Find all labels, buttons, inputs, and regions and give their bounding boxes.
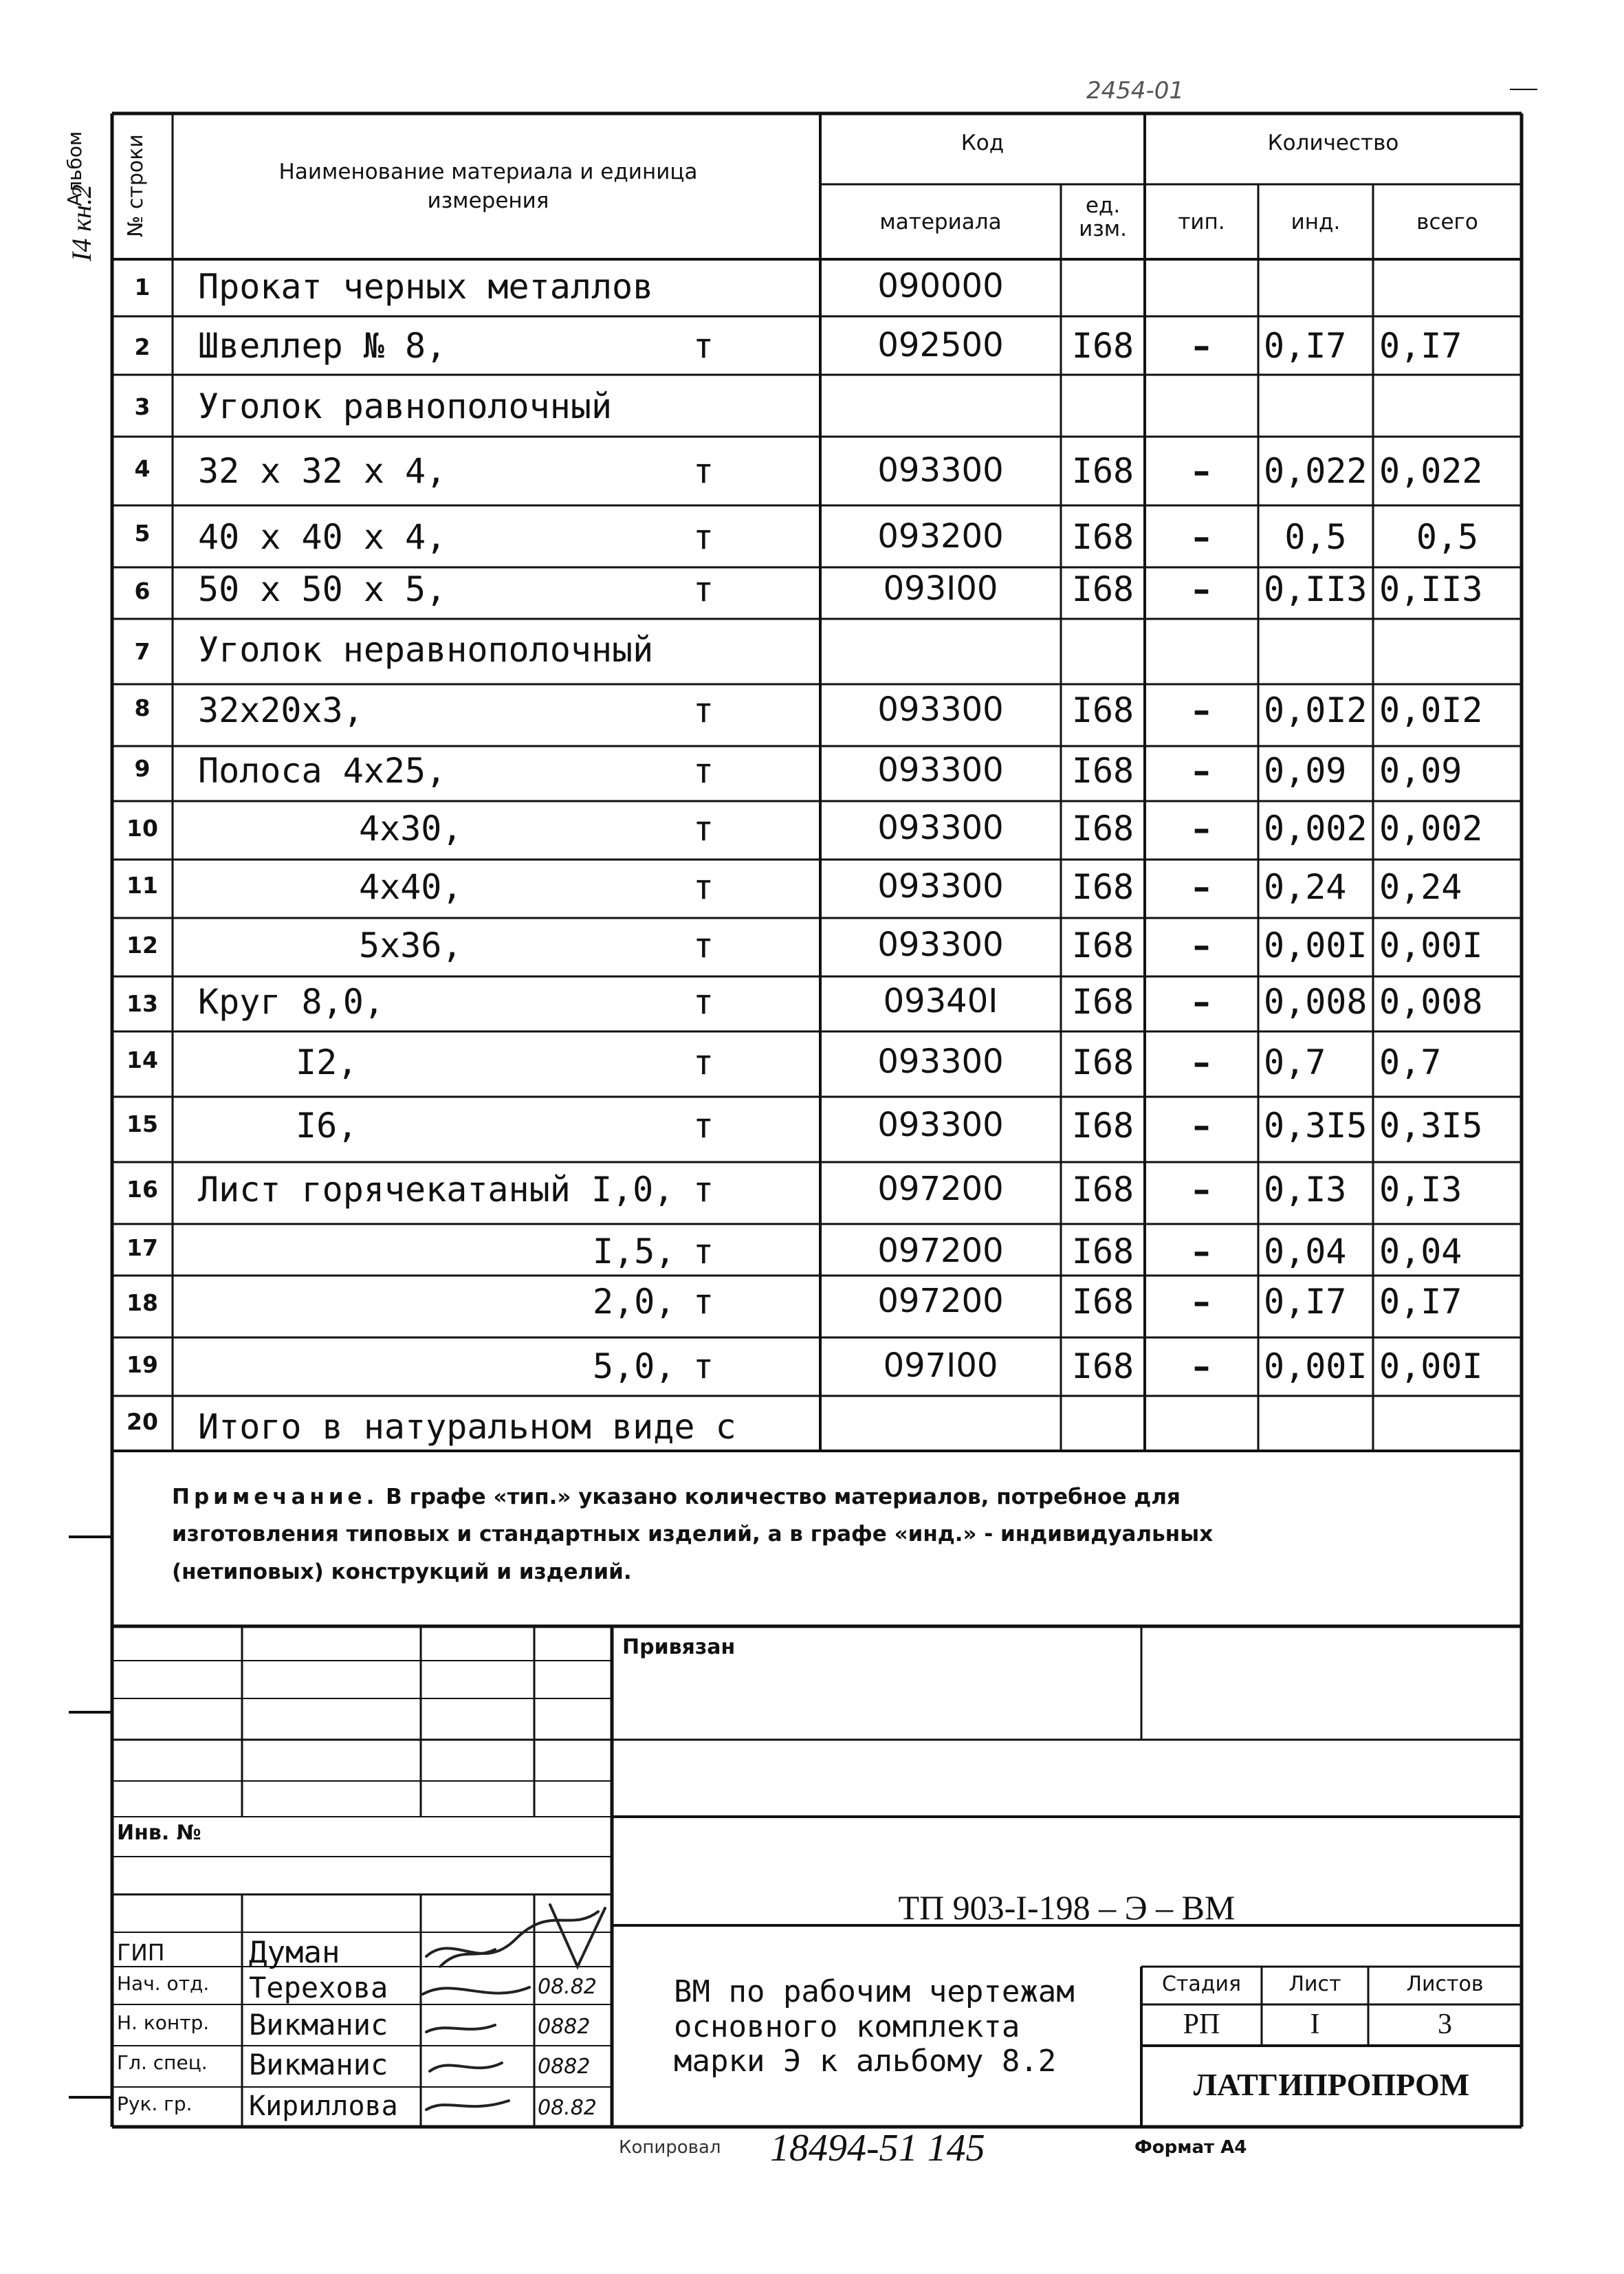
unit-code: I68 bbox=[1071, 926, 1134, 965]
unit-code: I68 bbox=[1071, 1346, 1134, 1386]
sheets-label: Листов bbox=[1406, 1972, 1484, 1996]
header-name: Наименование материала и единица измерения bbox=[278, 160, 698, 213]
header-code-material: материала bbox=[879, 210, 1002, 234]
stage-value: РП bbox=[1183, 2009, 1220, 2040]
qty-typ: – bbox=[1193, 569, 1210, 609]
material-code: 097200 bbox=[877, 1282, 1004, 1320]
row-number: 9 bbox=[134, 755, 151, 782]
row-number: 20 bbox=[127, 1408, 158, 1435]
row-number: 1 bbox=[134, 274, 151, 300]
material-unit: т bbox=[693, 326, 714, 366]
qty-ind: 0,008 bbox=[1264, 982, 1368, 1022]
unit-code: I68 bbox=[1071, 1042, 1134, 1082]
row-number: 7 bbox=[134, 638, 151, 665]
qty-total: 0,002 bbox=[1379, 809, 1483, 849]
qty-typ: – bbox=[1193, 867, 1210, 907]
material-unit: т bbox=[693, 867, 714, 907]
title-line: основного комплекта bbox=[674, 2009, 1020, 2044]
material-code: 093300 bbox=[877, 926, 1004, 964]
material-name: Итого в натуральном виде с bbox=[198, 1407, 736, 1447]
note-line bbox=[172, 1478, 1478, 1516]
qty-total: 0,0I2 bbox=[1379, 690, 1483, 730]
material-code: 093300 bbox=[877, 690, 1004, 729]
format-label: Формат А4 bbox=[1134, 2137, 1247, 2158]
material-code: 093300 bbox=[877, 809, 1004, 847]
row-number: 4 bbox=[134, 455, 151, 482]
sign-date: 08.82 bbox=[538, 2096, 597, 2120]
note-line: (нетиповых) конструкций и изделий. bbox=[172, 1559, 632, 1584]
signature-stroke bbox=[430, 2063, 502, 2071]
document-code: ТП 903-I-198 – Э – ВМ bbox=[898, 1888, 1236, 1927]
material-name: Уголок равнополочный bbox=[198, 386, 613, 426]
material-name: 5,0, bbox=[593, 1346, 676, 1386]
material-code: 093300 bbox=[877, 1106, 1004, 1144]
qty-typ: – bbox=[1193, 982, 1210, 1022]
album-number: I4 кн.2 bbox=[66, 184, 97, 261]
material-name: I2, bbox=[296, 1042, 358, 1082]
person-name: Кириллова bbox=[249, 2090, 398, 2122]
qty-typ: – bbox=[1193, 1170, 1210, 1210]
material-code: 090000 bbox=[877, 267, 1004, 305]
material-unit: т bbox=[693, 1106, 714, 1146]
row-number: 18 bbox=[127, 1289, 158, 1316]
qty-typ: – bbox=[1193, 326, 1210, 366]
unit-code: I68 bbox=[1071, 569, 1134, 609]
unit-code: I68 bbox=[1071, 326, 1134, 366]
material-unit: т bbox=[693, 1042, 714, 1082]
qty-typ: – bbox=[1193, 451, 1210, 491]
row-number: 14 bbox=[127, 1047, 158, 1073]
sheet-value: I bbox=[1310, 2009, 1320, 2040]
qty-total: 0,04 bbox=[1379, 1232, 1462, 1271]
qty-total: 0,008 bbox=[1379, 982, 1483, 1022]
qty-total: 0,II3 bbox=[1379, 569, 1483, 609]
material-unit: т bbox=[693, 451, 714, 491]
material-unit: т bbox=[693, 809, 714, 849]
material-code: 093I00 bbox=[883, 569, 998, 608]
material-name: Швеллер № 8, bbox=[198, 326, 447, 366]
material-name: Прокат черных металлов bbox=[198, 267, 654, 307]
material-unit: т bbox=[693, 517, 714, 557]
role-label: Рук. гр. bbox=[117, 2092, 193, 2115]
unit-code: I68 bbox=[1071, 1170, 1134, 1210]
row-number: 5 bbox=[134, 520, 151, 547]
note-line: изготовления типовых и стандартных изделий, а в графе «инд.» - индивидуальных bbox=[172, 1522, 1214, 1547]
qty-ind: 0,II3 bbox=[1264, 569, 1368, 609]
qty-ind: 0,I7 bbox=[1264, 326, 1347, 366]
qty-ind: 0,04 bbox=[1264, 1232, 1347, 1271]
qty-total: 0,09 bbox=[1379, 751, 1462, 791]
material-name: Полоса 4x25, bbox=[198, 751, 447, 791]
qty-ind: 0,5 bbox=[1284, 517, 1347, 557]
material-name: Уголок неравнополочный bbox=[198, 630, 654, 670]
row-number: 17 bbox=[127, 1234, 158, 1261]
unit-code: I68 bbox=[1071, 517, 1134, 557]
material-unit: т bbox=[693, 926, 714, 965]
row-number: 3 bbox=[134, 393, 151, 420]
qty-total: 0,I7 bbox=[1379, 1282, 1462, 1322]
row-number: 16 bbox=[127, 1176, 158, 1203]
material-name: 40 x 40 x 4, bbox=[198, 517, 447, 557]
qty-ind: 0,24 bbox=[1264, 867, 1347, 907]
person-name: Викманис bbox=[249, 2008, 388, 2042]
signature-stroke bbox=[426, 1912, 598, 1956]
row-number: 12 bbox=[127, 932, 158, 959]
album-word: Альбом bbox=[63, 131, 86, 206]
qty-typ: – bbox=[1193, 751, 1210, 791]
material-name: Круг 8,0, bbox=[198, 982, 384, 1022]
qty-typ: – bbox=[1193, 690, 1210, 730]
material-code: 09340I bbox=[883, 982, 998, 1020]
header-code: Код bbox=[961, 131, 1005, 155]
role-label: Н. контр. bbox=[117, 2011, 210, 2034]
row-number: 13 bbox=[127, 990, 158, 1017]
row-number: 8 bbox=[134, 695, 151, 721]
unit-code: I68 bbox=[1071, 1232, 1134, 1271]
material-code: 093200 bbox=[877, 517, 1004, 556]
material-name: 4x30, bbox=[359, 809, 463, 849]
qty-total: 0,00I bbox=[1379, 926, 1483, 965]
material-name: 32x20x3, bbox=[198, 690, 364, 730]
material-unit: т bbox=[693, 690, 714, 730]
row-number: 6 bbox=[134, 578, 151, 604]
material-name: I6, bbox=[296, 1106, 358, 1146]
title-line: ВМ по рабочим чертежам bbox=[674, 1974, 1075, 2009]
material-unit: т bbox=[693, 569, 714, 609]
qty-ind: 0,I3 bbox=[1264, 1170, 1347, 1210]
signatures-drawing bbox=[413, 1891, 619, 2125]
qty-total: 0,24 bbox=[1379, 867, 1462, 907]
qty-ind: 0,3I5 bbox=[1264, 1106, 1368, 1146]
privyazan-label: Привязан bbox=[622, 1635, 736, 1659]
row-number: 10 bbox=[127, 815, 158, 842]
material-name: I,5, bbox=[593, 1232, 676, 1271]
role-label: Нач. отд. bbox=[117, 1972, 210, 1995]
organization-name: ЛАТГИПРОПРОМ bbox=[1193, 2067, 1470, 2102]
qty-total: 0,022 bbox=[1379, 451, 1483, 491]
material-code: 097200 bbox=[877, 1232, 1004, 1270]
row-number: 19 bbox=[127, 1351, 158, 1378]
header-code-unit: ед. изм. bbox=[1079, 193, 1127, 242]
sign-date: 0882 bbox=[538, 2055, 591, 2079]
note-lead: Примечание. bbox=[172, 1485, 379, 1509]
material-name: 4x40, bbox=[359, 867, 463, 907]
unit-code: I68 bbox=[1071, 1106, 1134, 1146]
qty-total: 0,5 bbox=[1416, 517, 1479, 557]
stage-label: Стадия bbox=[1161, 1972, 1242, 1996]
material-code: 097200 bbox=[877, 1170, 1004, 1208]
person-name: Терехова bbox=[249, 1971, 388, 2004]
material-code: 097I00 bbox=[883, 1346, 998, 1385]
qty-typ: – bbox=[1193, 1106, 1210, 1146]
unit-code: I68 bbox=[1071, 451, 1134, 491]
signature-stroke bbox=[426, 2101, 509, 2110]
qty-ind: 0,00I bbox=[1264, 1346, 1368, 1386]
material-unit: т bbox=[693, 1232, 714, 1271]
qty-ind: 0,00I bbox=[1264, 926, 1368, 965]
header-row-number: № строки bbox=[124, 134, 148, 237]
material-code: 092500 bbox=[877, 326, 1004, 364]
qty-typ: – bbox=[1193, 1232, 1210, 1271]
material-code: 093300 bbox=[877, 451, 1004, 490]
note-text: В графе «тип.» указано количество материалов, потребное для bbox=[386, 1485, 1181, 1509]
qty-total: 0,3I5 bbox=[1379, 1106, 1483, 1146]
header-qty-ind: инд. bbox=[1291, 210, 1341, 234]
unit-code: I68 bbox=[1071, 867, 1134, 907]
person-name: Думан bbox=[249, 1935, 340, 1970]
material-code: 093300 bbox=[877, 751, 1004, 789]
material-unit: т bbox=[693, 982, 714, 1022]
qty-typ: – bbox=[1193, 517, 1210, 557]
qty-total: 0,I7 bbox=[1379, 326, 1462, 366]
unit-code: I68 bbox=[1071, 690, 1134, 730]
sign-date: 08.82 bbox=[538, 1975, 597, 1999]
qty-total: 0,I3 bbox=[1379, 1170, 1462, 1210]
row-number: 2 bbox=[134, 334, 151, 360]
qty-ind: 0,I7 bbox=[1264, 1282, 1347, 1322]
qty-ind: 0,7 bbox=[1264, 1042, 1326, 1082]
header-quantity: Количество bbox=[1267, 131, 1399, 155]
material-name: 5x36, bbox=[359, 926, 463, 965]
signature-stroke bbox=[423, 1987, 529, 1994]
top-stamp-number: 2454-01 bbox=[1086, 77, 1185, 105]
sign-date: 0882 bbox=[538, 2015, 591, 2039]
qty-typ: – bbox=[1193, 926, 1210, 965]
unit-code: I68 bbox=[1071, 982, 1134, 1022]
qty-ind: 0,002 bbox=[1264, 809, 1368, 849]
material-unit: т bbox=[693, 1282, 714, 1322]
role-label: Гл. спец. bbox=[117, 2051, 208, 2074]
person-name: Викманис bbox=[249, 2048, 388, 2081]
role-label: ГИП bbox=[117, 1939, 165, 1966]
material-unit: т bbox=[693, 1170, 714, 1210]
sheets-value: 3 bbox=[1438, 2009, 1452, 2040]
qty-total: 0,00I bbox=[1379, 1346, 1483, 1386]
qty-typ: – bbox=[1193, 1042, 1210, 1082]
title-line: марки Э к альбому 8.2 bbox=[674, 2044, 1057, 2079]
row-number: 11 bbox=[127, 872, 158, 899]
material-name: 50 x 50 x 5, bbox=[198, 569, 447, 609]
signature-stroke bbox=[426, 2025, 495, 2032]
material-name: 2,0, bbox=[593, 1282, 676, 1322]
material-unit: т bbox=[693, 751, 714, 791]
qty-ind: 0,022 bbox=[1264, 451, 1368, 491]
material-code: 093300 bbox=[877, 1042, 1004, 1081]
material-name: 32 x 32 x 4, bbox=[198, 451, 447, 491]
inventory-number-label: Инв. № bbox=[117, 1821, 201, 1845]
qty-typ: – bbox=[1193, 1346, 1210, 1386]
header-qty-typ: тип. bbox=[1178, 210, 1225, 234]
qty-typ: – bbox=[1193, 1282, 1210, 1322]
sheet-label: Лист bbox=[1288, 1972, 1341, 1996]
material-unit: т bbox=[693, 1346, 714, 1386]
material-code: 093300 bbox=[877, 867, 1004, 906]
qty-ind: 0,09 bbox=[1264, 751, 1347, 791]
note-block bbox=[172, 1478, 1478, 1590]
unit-code: I68 bbox=[1071, 1282, 1134, 1322]
unit-code: I68 bbox=[1071, 809, 1134, 849]
qty-total: 0,7 bbox=[1379, 1042, 1442, 1082]
row-number: 15 bbox=[127, 1111, 158, 1137]
qty-ind: 0,0I2 bbox=[1264, 690, 1368, 730]
header-qty-total: всего bbox=[1416, 210, 1478, 234]
copied-label: Копировал bbox=[619, 2137, 721, 2158]
unit-code: I68 bbox=[1071, 751, 1134, 791]
qty-typ: – bbox=[1193, 809, 1210, 849]
document-title bbox=[674, 1975, 1075, 2079]
copy-number: 18494-51 145 bbox=[770, 2127, 985, 2169]
material-name: Лист горячекатаный I,0, bbox=[198, 1170, 674, 1210]
